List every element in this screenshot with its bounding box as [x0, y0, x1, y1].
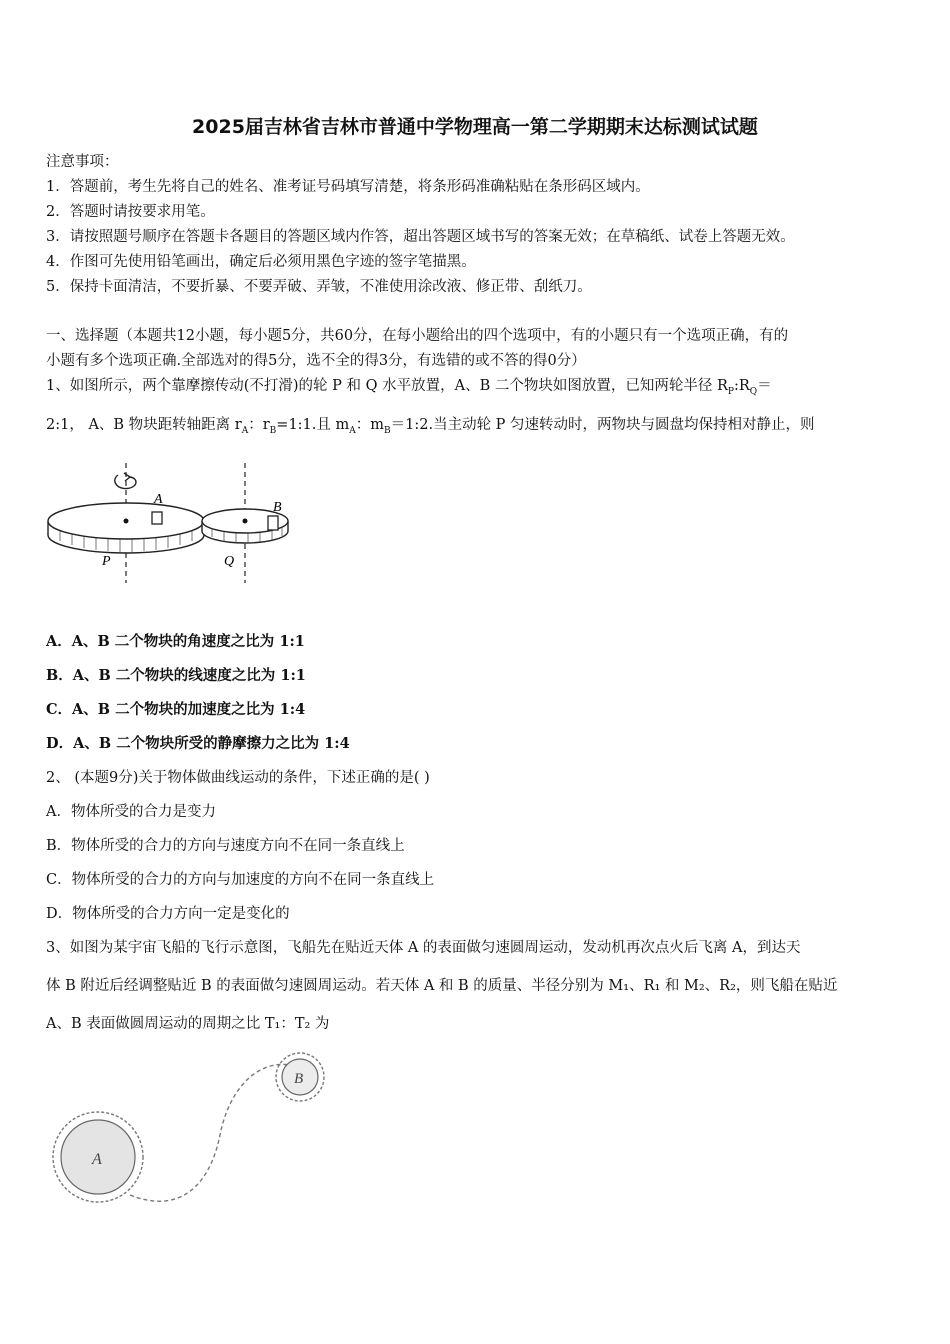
q2-stem: 2、 (本题9分)关于物体做曲线运动的条件，下述正确的是( )	[46, 770, 430, 786]
label-b: B	[273, 500, 282, 515]
arrow-head-icon	[124, 473, 130, 481]
label-p: P	[102, 554, 111, 569]
q3-stem-line2: 体 B 附近后经调整贴近 B 的表面做匀速圆周运动。若天体 A 和 B 的质量、半径分别为 M₁、R₁ 和 M₂、R₂，则飞船在贴近	[46, 978, 838, 994]
q1-sub: A	[349, 425, 356, 436]
q1-text: ：r	[248, 417, 270, 433]
q1-text: ＝	[757, 378, 772, 394]
label-body-a: A	[92, 1151, 102, 1168]
orbit-figure	[50, 1045, 350, 1215]
q1-option-d: D．A、B 二个物块所受的静摩擦力之比为 1:4	[46, 735, 350, 752]
q2-option-d: D．物体所受的合力方向一定是变化的	[46, 906, 290, 922]
q1-option-c: C．A、B 二个物块的加速度之比为 1:4	[46, 701, 306, 718]
notice-heading: 注意事项：	[46, 154, 119, 170]
notice-item: 4．作图可先使用铅笔画出，确定后必须用黑色字迹的签字笔描黑。	[46, 254, 476, 270]
notice-item: 3．请按照题号顺序在答题卡各题目的答题区域内作答，超出答题区域书写的答案无效；在草稿纸、试卷上答题无效。	[46, 229, 795, 245]
q3-stem-line3: A、B 表面做圆周运动的周期之比 T₁：T₂ 为	[46, 1016, 330, 1032]
block-a	[152, 512, 162, 524]
q1-stem-line2	[46, 415, 815, 441]
q1-sub: A	[241, 425, 249, 436]
q1-text: 1、如图所示，两个靠摩擦传动(不打滑)的轮 P 和 Q 水平放置，A、B 二个物块如图放置，已知两轮半径 R	[46, 378, 728, 394]
q1-text: =1:1.且 m	[276, 417, 350, 433]
section-heading-cont: 小题有多个选项正确.全部选对的得5分，选不全的得3分，有选错的或不答的得0分）	[46, 353, 586, 369]
label-q: Q	[224, 554, 235, 569]
wheels-figure	[40, 455, 310, 585]
wheel-p-center	[124, 519, 129, 524]
q1-stem-line1	[46, 376, 772, 402]
block-b	[268, 516, 278, 530]
q1-text: :R	[733, 378, 750, 394]
q1-sub: B	[384, 425, 391, 436]
section-heading: 一、选择题（本题共12小题，每小题5分，共60分，在每小题给出的四个选项中，有的小题只有一个选项正确，有的	[46, 328, 789, 344]
q1-text: 2:1， A、B 物块距转轴距离 r	[46, 417, 242, 433]
notice-item: 5．保持卡面清洁，不要折暴、不要弄破、弄皱，不准使用涂改液、修正带、刮纸刀。	[46, 279, 592, 295]
notice-item: 2．答题时请按要求用笔。	[46, 204, 215, 220]
transfer-path	[130, 1064, 290, 1201]
q2-option-a: A．物体所受的合力是变力	[46, 804, 216, 820]
q1-sub: P	[727, 386, 734, 397]
q3-stem-line1: 3、如图为某宇宙飞船的飞行示意图，飞船先在贴近天体 A 的表面做匀速圆周运动，发动机再次点火后飞离 A，到达天	[46, 940, 801, 956]
q1-option-a: A．A、B 二个物块的角速度之比为 1:1	[46, 633, 305, 650]
page-title: 2025届吉林省吉林市普通中学物理高一第二学期期末达标测试试题	[192, 116, 758, 138]
label-body-b: B	[294, 1071, 304, 1087]
q2-option-c: C．物体所受的合力的方向与加速度的方向不在同一条直线上	[46, 872, 435, 888]
q1-sub: Q	[749, 386, 758, 397]
q1-text: ＝1:2.当主动轮 P 匀速转动时，两物块与圆盘均保持相对静止，则	[390, 417, 815, 433]
q1-option-b: B．A、B 二个物块的线速度之比为 1:1	[46, 667, 306, 684]
label-a: A	[154, 492, 163, 507]
q2-option-b: B．物体所受的合力的方向与速度方向不在同一条直线上	[46, 838, 405, 854]
q1-sub: B	[269, 425, 277, 436]
notice-item: 1．答题前，考生先将自己的姓名、准考证号码填写清楚，将条形码准确粘贴在条形码区域内。	[46, 179, 650, 195]
q1-text: ：m	[355, 417, 384, 433]
wheel-q-center	[243, 519, 248, 524]
